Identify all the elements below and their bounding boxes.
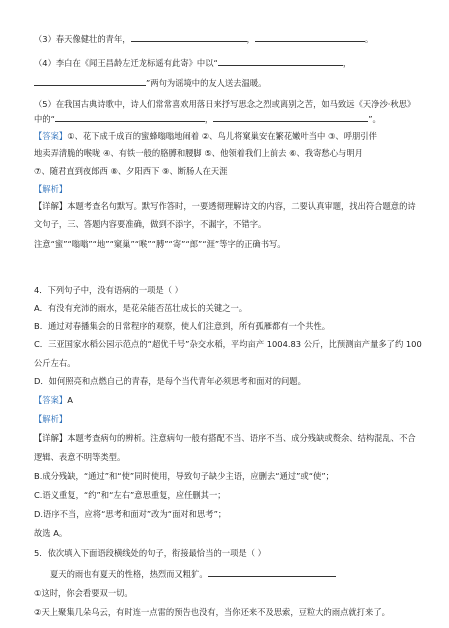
analysis-tag: 【解析】: [34, 414, 68, 424]
q4-option-c[interactable]: C．三亚国家水稻公园示范点的“超优千号”杂交水稻，平均亩产 1004.83 公斤，比预测亩产量多了约 100: [34, 339, 422, 349]
q4-question: 4．下列句子中，没有语病的一项是（ ）: [34, 285, 183, 295]
blank[interactable]: [34, 77, 146, 86]
q4-option-c-cont: 公斤左右。: [34, 358, 76, 368]
q4-answer: 【答案】A: [34, 395, 73, 405]
q3-item3: （3）春天像健壮的青年， ， 。: [34, 34, 374, 44]
q5-question: 5．依次填入下面语段横线处的句子，衔接最恰当的一项是（ ）: [34, 548, 266, 558]
q3-detail-line2: 文句子，三、答题内容要准确，做到不添字，不漏字，不错字。: [34, 219, 267, 229]
q3-answer-line2: 地卖弄清脆的喉咙 ④、有铁一般的胳膊和腰脚 ⑤、他领着我们上前去 ⑥、我寄愁心与明月: [34, 148, 363, 158]
q4-option-d[interactable]: D．如何照亮和点燃自己的青春，是每个当代青年必须思考和面对的问题。: [34, 376, 306, 386]
blank[interactable]: [131, 33, 247, 42]
q4-detail-line6: 故选 A。: [34, 528, 68, 538]
q3-detail-line3: 注意“蜜”“嗡嗡”“地”“窠巢”“喉”“膊”“寄”“郎”“涯”等字的正确书写。: [34, 239, 286, 249]
blank[interactable]: [213, 113, 368, 122]
blank[interactable]: [55, 113, 205, 122]
q3-answer-line1: 【答案】①、花下成千成百的蜜蜂嗡嗡地闹着 ②、鸟儿将窠巢安在繁花嫩叶当中 ③、呼朋引伴: [34, 131, 377, 141]
answer-tag: 【答案】: [34, 131, 68, 141]
q4-option-b[interactable]: B．通过对春播集会的日常程序的观察，使人们注意到，所有孤雁都有一个共性。: [34, 321, 331, 331]
q3-answer-line3: ⑦、随君直到夜郎西 ⑧、夕阳西下 ⑨、断肠人在天涯: [34, 166, 228, 176]
blank[interactable]: [218, 57, 343, 66]
q3-item4-line1: （4）李白在《闻王昌龄左迁龙标遥有此寄》中以“ ，: [34, 58, 352, 68]
q4-detail-line1: 【详解】本题考查病句的辨析。注意病句一般有搭配不当、语序不当、成分残缺或赘余、结构混乱、不合: [34, 433, 416, 443]
q4-detail-line3: B.成分残缺，“通过”和“使”同时使用，导致句子缺少主语，应删去“通过”或“使”；: [34, 471, 334, 481]
q5-item2: ②天上聚集几朵乌云，有时连一点雷的预告也没有，当你还来不及思索，豆粒大的雨点就打来了。: [34, 607, 390, 617]
q5-item1: ①这时，你会看要双一切。: [34, 588, 133, 598]
q3-item3-text: （3）春天像健壮的青年，: [34, 34, 131, 44]
q3-detail-line1: 【详解】本题考查名句默写。默写作答时，一要透彻理解诗文的内容，二要认真审题，找出符合题意的诗: [34, 201, 416, 211]
analysis-tag: 【解析】: [34, 184, 68, 194]
q4-option-a[interactable]: A．有没有充沛的雨水，是花朵能否茁壮成长的关键之一。: [34, 303, 248, 313]
blank[interactable]: [208, 568, 336, 577]
q4-detail-line5: D.语序不当，应将“思考和面对”改为“面对和思考”；: [34, 509, 227, 519]
q5-passage: 夏天的雨也有夏天的性格，热烈而又粗犷。: [50, 568, 336, 580]
blank[interactable]: [255, 33, 365, 42]
q4-detail-line4: C.语义重复，“约”和“左右”意思重复，应任删其一；: [34, 490, 226, 500]
q3-item5-line2: 中的“ ， ”。: [34, 114, 381, 124]
q3-item4-line2: ”两句为谣境中的友人送去温暖。: [34, 77, 266, 89]
answer-tag: 【答案】: [34, 395, 68, 405]
q4-detail-line2: 逻辑、表意不明等类型。: [34, 452, 126, 462]
q3-item5-line1: （5）在我国古典诗歌中，诗人们常常喜欢用落日来抒写思念之烈或离别之苦，如马致远《天净沙·秋思》: [34, 99, 416, 109]
